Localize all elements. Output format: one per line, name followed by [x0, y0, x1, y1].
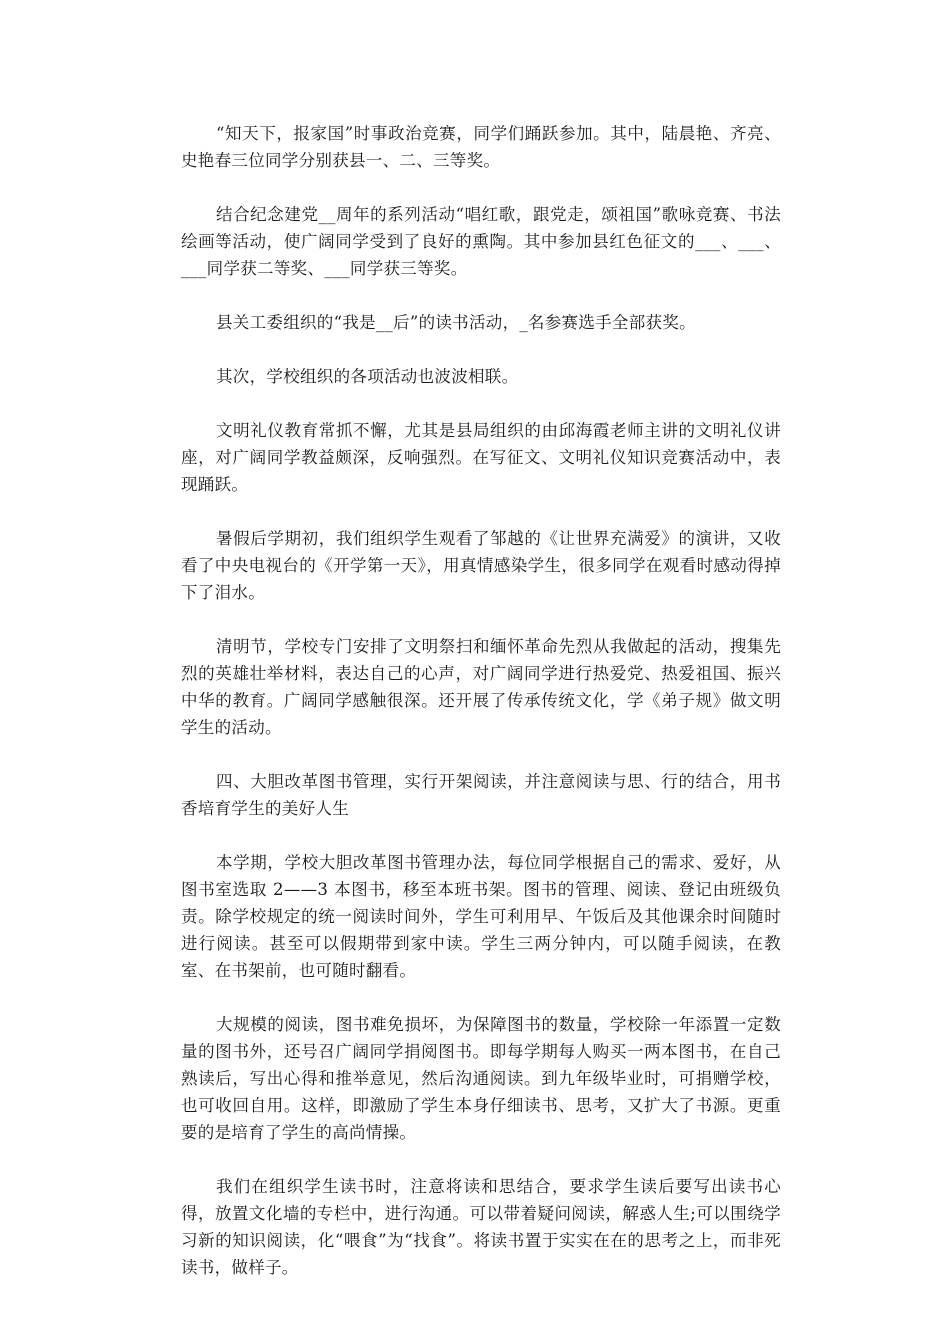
- paragraph-reading-activity: 县关工委组织的“我是__后”的读书活动，_名参赛选手全部获奖。: [216, 313, 696, 332]
- paragraph-school-activities: 其次，学校组织的各项活动也波波相联。: [216, 367, 519, 386]
- paragraph-reading-reflection: 我们在组织学生读书时，注意将读和思结合，要求学生读后要写出读书心得，放置文化墙的专栏中，进行沟通。可以带着疑问阅读，解惑人生;可以围绕学习新的知识阅读，化“喂食”为“找食”。将读书置于实实在在的思考之上，而非死读书，做样子。: [181, 1177, 781, 1277]
- paragraph-semester-start: 暑假后学期初，我们组织学生观看了邹越的《让世界充满爱》的演讲，又收看了中央电视台的《开学第一天》，用真情感染学生，很多同学在观看时感动得掉下了泪水。: [181, 529, 781, 602]
- paragraph-book-donation: 大规模的阅读，图书难免损坏，为保障图书的数量，学校除一年添置一定数量的图书外，还号召广阔同学捐阅图书。即每学期每人购买一两本图书，在自己熟读后，写出心得和推举意见，然后沟通阅读。到九年级毕业时，可捐赠学校，也可收回自用。这样，即激励了学生本身仔细读书、思考，又扩大了书源。更重要的是培育了学生的高尚情操。: [181, 1015, 781, 1142]
- paragraph-library-management: 本学期，学校大胆改革图书管理办法，每位同学根据自己的需求、爱好，从图书室选取 2——3 本图书，移至本班书架。图书的管理、阅读、登记由班级负责。除学校规定的统一阅读时间外，学生可利用早、午饭后及其他课余时间随时进行阅读。甚至可以假期带到家中读。学生三两分钟内，可以随手阅读，在教室、在书架前，也可随时翻看。: [181, 853, 781, 980]
- document-body: [181, 120, 781, 1308]
- paragraph-etiquette-education: 文明礼仪教育常抓不懈，尤其是县局组织的由邱海霞老师主讲的文明礼仪讲座，对广阔同学教益颇深，反响强烈。在写征文、文明礼仪知识竞赛活动中，表现踊跃。: [181, 421, 781, 494]
- paragraph-qingming: 清明节，学校专门安排了文明祭扫和缅怀革命先烈从我做起的活动，搜集先烈的英雄壮举材料，表达自己的心声，对广阔同学进行热爱党、热爱祖国、振兴中华的教育。广阔同学感触很深。还开展了传承传统文化，学《弟子规》做文明学生的活动。: [181, 637, 781, 737]
- section-heading-library-reform: 四、大胆改革图书管理，实行开架阅读，并注意阅读与思、行的结合，用书香培育学生的美好人生: [181, 772, 781, 818]
- paragraph-competition-awards: “知天下，报家国”时事政治竞赛，同学们踊跃参加。其中，陆晨艳、齐亮、史艳春三位同学分别获县一、二、三等奖。: [181, 124, 781, 170]
- paragraph-red-song-activities: 结合纪念建党__周年的系列活动“唱红歌，跟党走，颂祖国”歌咏竞赛、书法绘画等活动，使广阔同学受到了良好的熏陶。其中参加县红色征文的___、___、___同学获二等奖、___同学获三等奖。: [181, 205, 781, 278]
